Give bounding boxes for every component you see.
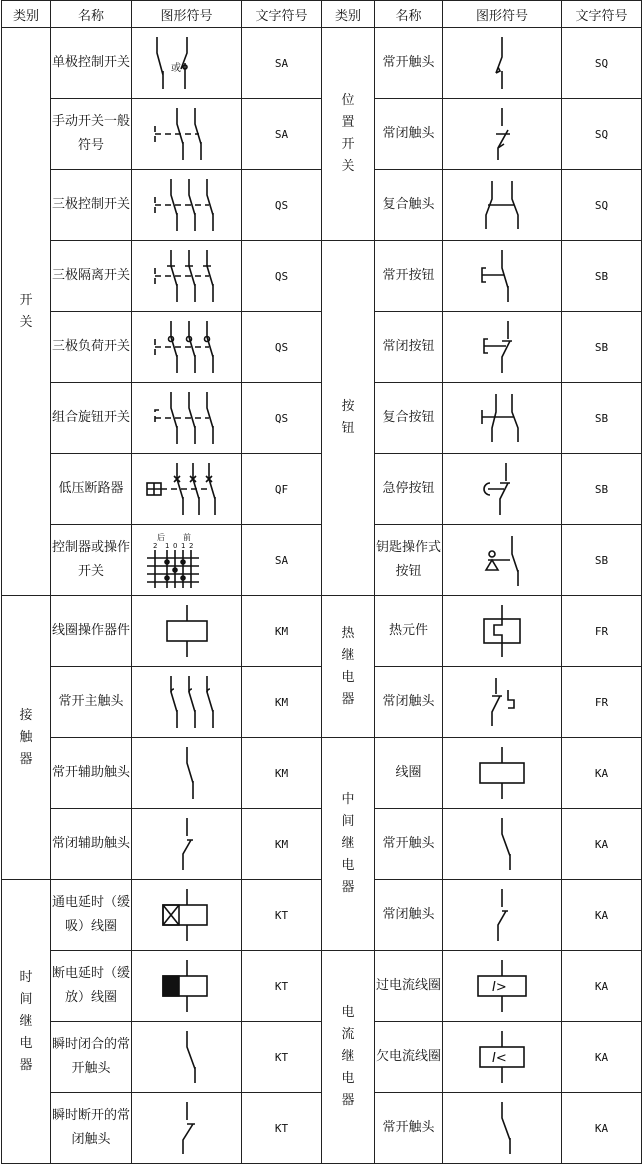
text-symbol: KT [242, 1022, 322, 1093]
text-symbol: KT [242, 1093, 322, 1164]
symbol-name: 瞬时闭合的常开触头 [51, 1022, 132, 1093]
svg-text:2: 2 [188, 542, 193, 550]
symbol-name: 单极控制开关 [51, 28, 132, 99]
text-symbol: KA [562, 951, 642, 1022]
svg-text:I<: I< [492, 1051, 507, 1066]
key-button-icon [452, 530, 552, 590]
category-button: 按钮 [322, 241, 375, 596]
controller-switch-icon [137, 530, 237, 590]
svg-text:I>: I> [492, 980, 507, 995]
table-row [2, 738, 642, 809]
text-symbol: QF [242, 454, 322, 525]
symbol-name: 线圈 [375, 738, 443, 809]
limit-no-contact-icon [452, 33, 552, 93]
manual-switch-icon [137, 104, 237, 164]
svg-text:2: 2 [152, 542, 157, 550]
main-contact-no-icon [137, 672, 237, 732]
symbol-name: 常开触头 [375, 1093, 443, 1164]
push-button-no-icon [452, 246, 552, 306]
category-thermal-relay: 热继电器 [322, 596, 375, 738]
symbol-name: 常开按钮 [375, 241, 443, 312]
symbol-name: 三极隔离开关 [51, 241, 132, 312]
svg-text:0: 0 [172, 542, 177, 550]
category-intermediate-relay: 中间继电器 [322, 738, 375, 951]
electrical-symbol-table [1, 0, 642, 1164]
text-symbol: SQ [562, 170, 642, 241]
text-symbol: FR [562, 667, 642, 738]
limit-compound-contact-icon [452, 175, 552, 235]
relay-coil-icon [452, 743, 552, 803]
svg-text:或: 或 [170, 63, 181, 74]
symbol-name: 复合触头 [375, 170, 443, 241]
text-symbol: KA [562, 880, 642, 951]
symbol-name: 低压断路器 [51, 454, 132, 525]
table-row [2, 241, 642, 312]
header-graphic-symbol: 图形符号 [132, 1, 242, 28]
symbol-name: 欠电流线圈 [375, 1022, 443, 1093]
text-symbol: FR [562, 596, 642, 667]
symbol-name: 通电延时（缓吸）线圈 [51, 880, 132, 951]
text-symbol: QS [242, 312, 322, 383]
symbol-name: 三极控制开关 [51, 170, 132, 241]
svg-text:1: 1 [164, 542, 169, 550]
header-category-2: 类别 [322, 1, 375, 28]
table-row [2, 951, 642, 1022]
svg-text:前: 前 [182, 533, 191, 542]
symbol-name: 常开辅助触头 [51, 738, 132, 809]
category-contactor: 接触器 [2, 596, 51, 880]
circuit-breaker-icon [137, 459, 237, 519]
limit-nc-contact-icon [452, 104, 552, 164]
text-symbol: KA [562, 738, 642, 809]
symbol-name: 组合旋钮开关 [51, 383, 132, 454]
header-category: 类别 [2, 1, 51, 28]
svg-text:1: 1 [180, 542, 185, 550]
text-symbol: SA [242, 99, 322, 170]
symbol-name: 热元件 [375, 596, 443, 667]
rotary-switch-icon [137, 388, 237, 448]
symbol-name: 过电流线圈 [375, 951, 443, 1022]
header-text-symbol: 文字符号 [242, 1, 322, 28]
header-name-2: 名称 [375, 1, 443, 28]
symbol-name: 钥匙操作式按钮 [375, 525, 443, 596]
thermal-nc-contact-icon [452, 672, 552, 732]
aux-contact-nc-icon [137, 814, 237, 874]
text-symbol: SQ [562, 28, 642, 99]
symbol-name: 瞬时断开的常闭触头 [51, 1093, 132, 1164]
symbol-name: 常闭按钮 [375, 312, 443, 383]
symbol-name: 三极负荷开关 [51, 312, 132, 383]
symbol-name: 常闭触头 [375, 880, 443, 951]
symbol-name: 控制器或操作开关 [51, 525, 132, 596]
text-symbol: QS [242, 170, 322, 241]
three-pole-switch-icon [137, 175, 237, 235]
category-current-relay: 电流继电器 [322, 951, 375, 1164]
text-symbol: KM [242, 809, 322, 880]
text-symbol: SA [242, 28, 322, 99]
three-pole-load-switch-icon [137, 317, 237, 377]
symbol-name: 线圈操作器件 [51, 596, 132, 667]
text-symbol: SA [242, 525, 322, 596]
push-button-compound-icon [452, 388, 552, 448]
category-switch: 开关 [2, 28, 51, 596]
overcurrent-coil-icon [452, 956, 552, 1016]
text-symbol: SB [562, 525, 642, 596]
off-delay-coil-icon [137, 956, 237, 1016]
emergency-stop-icon [452, 459, 552, 519]
text-symbol: KM [242, 596, 322, 667]
on-delay-coil-icon [137, 885, 237, 945]
text-symbol: QS [242, 241, 322, 312]
text-symbol: SB [562, 454, 642, 525]
text-symbol: SB [562, 383, 642, 454]
coil-icon [137, 601, 237, 661]
text-symbol: SB [562, 312, 642, 383]
text-symbol: KT [242, 880, 322, 951]
text-symbol: SB [562, 241, 642, 312]
push-button-nc-icon [452, 317, 552, 377]
text-symbol: KA [562, 809, 642, 880]
text-symbol: KA [562, 1022, 642, 1093]
text-symbol: KA [562, 1093, 642, 1164]
symbol-name: 常开主触头 [51, 667, 132, 738]
category-time-relay: 时间继电器 [2, 880, 51, 1164]
text-symbol: SQ [562, 99, 642, 170]
symbol-name: 常闭辅助触头 [51, 809, 132, 880]
header-text-symbol-2: 文字符号 [562, 1, 642, 28]
current-relay-no-contact-icon [452, 1098, 552, 1158]
instant-nc-contact-icon [137, 1098, 237, 1158]
symbol-name: 常开触头 [375, 28, 443, 99]
text-symbol: KT [242, 951, 322, 1022]
symbol-name: 常闭触头 [375, 667, 443, 738]
single-pole-switch-icon [137, 33, 237, 93]
symbol-name: 常开触头 [375, 809, 443, 880]
text-symbol: KM [242, 738, 322, 809]
header-row [2, 1, 642, 28]
aux-contact-no-icon [137, 743, 237, 803]
thermal-element-icon [452, 601, 552, 661]
undercurrent-coil-icon [452, 1027, 552, 1087]
symbol-name: 手动开关一般符号 [51, 99, 132, 170]
symbol-name: 断电延时（缓放）线圈 [51, 951, 132, 1022]
table-row [2, 28, 642, 99]
relay-no-contact-icon [452, 814, 552, 874]
category-position-switch: 位置开关 [322, 28, 375, 241]
symbol-name: 急停按钮 [375, 454, 443, 525]
text-symbol: KM [242, 667, 322, 738]
instant-no-contact-icon [137, 1027, 237, 1087]
symbol-name: 常闭触头 [375, 99, 443, 170]
text-symbol: QS [242, 383, 322, 454]
header-name: 名称 [51, 1, 132, 28]
table-row [2, 596, 642, 667]
symbol-name: 复合按钮 [375, 383, 443, 454]
relay-nc-contact-icon [452, 885, 552, 945]
svg-text:后: 后 [156, 533, 165, 542]
header-graphic-symbol-2: 图形符号 [443, 1, 562, 28]
three-pole-isolator-icon [137, 246, 237, 306]
